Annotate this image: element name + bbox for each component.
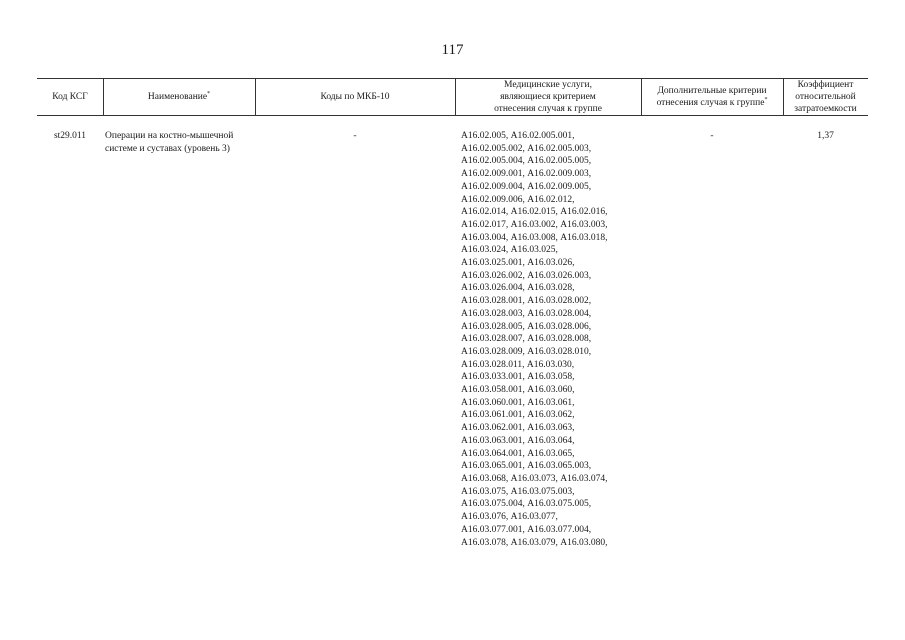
header-mkb-label: Коды по МКБ-10 [320, 91, 390, 102]
header-services [455, 78, 641, 115]
header-criteria-text: Дополнительные критерии отнесения случая к группе [656, 85, 767, 108]
header-criteria [641, 78, 783, 115]
ksg-table [37, 78, 868, 638]
row-services: А16.02.005, А16.02.005.001, А16.02.005.002, А16.02.005.003, А16.02.005.004, А16.02.005.005, А16.02.009.001, А16.02.009.003, А16.02.009.004, А16.02.009.005, А16.02.009.006, А16.02.012, А16.02.014, А16.02.015, А16.02.016, А16.02.017, А16.03.002, А16.03.003, А16.03.004, А16.03.008, А16.03.018, А16.03.024, А16.03.025, А16.03.025.001, А16.03.026, А16.03.026.002, А16.03.026.003, А16.03.026.004, А16.03.028, А16.03.028.001, А16.03.028.002, А16.03.028.003, А16.03.028.004, А16.03.028.005, А16.03.028.006, А16.03.028.007, А16.03.028.008, А16.03.028.009, А16.03.028.010, А16.03.028.011, А16.03.030, А16.03.033.001, А16.03.058, А16.03.058.001, А16.03.060, А16.03.060.001, А16.03.061, А16.03.061.001, А16.03.062, А16.03.062.001, А16.03.063, А16.03.063.001, А16.03.064, А16.03.064.001, А16.03.065, А16.03.065.001, А16.03.065.003, А16.03.068, А16.03.073, А16.03.074, А16.03.075, А16.03.075.003, А16.03.075.004, А16.03.075.005, А16.03.076, А16.03.077, А16.03.077.001, А16.03.077.004, А16.03.078, А16.03.079, А16.03.080, [461, 131, 608, 548]
header-name [103, 78, 255, 115]
header-coef-label: Коэффициент относительной затратоемкости [794, 79, 857, 114]
header-name-text: Наименование [147, 91, 208, 102]
header-name-label [148, 91, 210, 103]
header-name-footnote-mark: * [207, 90, 211, 97]
row-coef: 1,37 [817, 131, 834, 141]
row-name: Операции на костно-мышечной системе и суставах (уровень 3) [105, 131, 234, 154]
header-services-label: Медицинские услуги, являющиеся критерием отнесения случая к группе [494, 79, 602, 114]
row-code: st29.011 [53, 131, 87, 141]
header-criteria-label [657, 85, 768, 109]
row-criteria: - [710, 131, 714, 141]
header-bottom-border [37, 115, 868, 116]
page-number: 117 [441, 42, 464, 58]
header-mkb [255, 78, 455, 115]
header-criteria-footnote-mark: * [764, 96, 768, 103]
header-code [37, 78, 103, 115]
header-coef [783, 78, 868, 115]
header-code-label: Код КСГ [52, 91, 88, 102]
row-mkb: - [353, 131, 357, 141]
